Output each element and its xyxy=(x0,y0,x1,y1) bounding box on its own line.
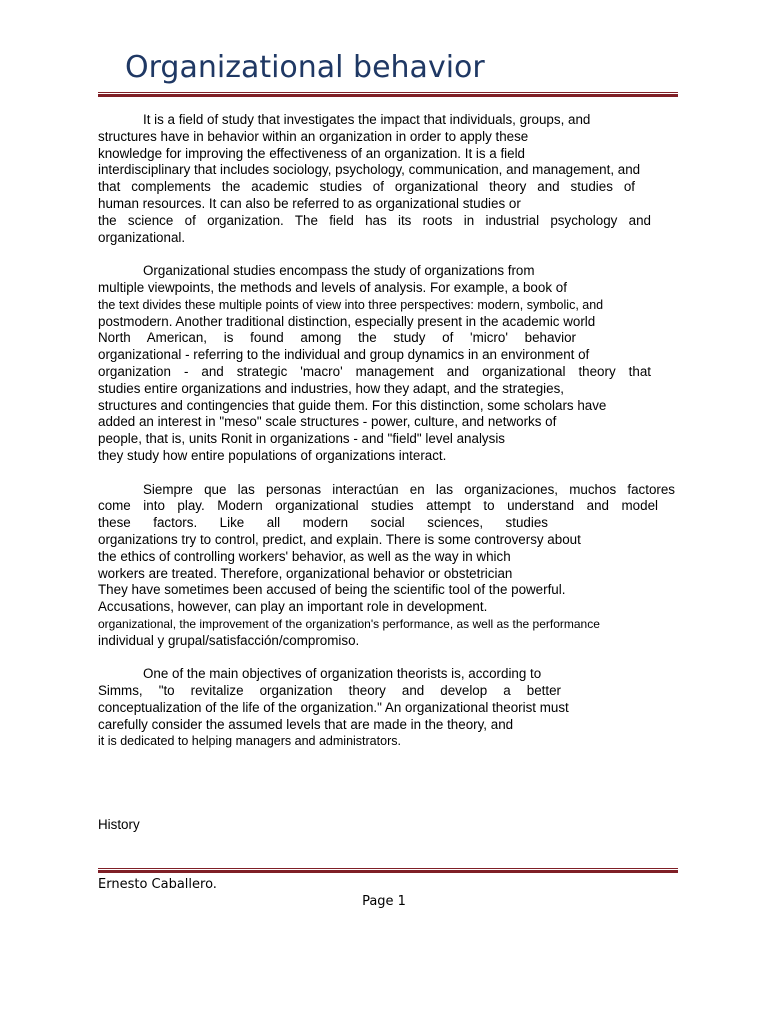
text-line: Accusations, however, can play an important role in development. xyxy=(98,599,488,615)
section-heading-history: History xyxy=(98,817,140,832)
text-line: postmodern. Another traditional distinction, especially present in the academic world xyxy=(98,313,596,329)
paragraph xyxy=(98,482,708,650)
text-line: organizations try to control, predict, and explain. There is some controversy about xyxy=(98,531,581,547)
text-line: individual y grupal/satisfacción/compromiso. xyxy=(98,632,360,648)
text-line: it is dedicated to helping managers and administrators. xyxy=(98,734,401,749)
text-line: They have sometimes been accused of being the scientific tool of the powerful. xyxy=(98,582,566,598)
document-body xyxy=(98,112,708,750)
text-line: conceptualization of the life of the organization." An organizational theorist must xyxy=(98,699,569,715)
text-line: come into play. Modern organizational studies attempt to understand and model xyxy=(98,498,658,514)
text-line: these factors. Like all modern social sciences, studies xyxy=(98,515,548,531)
paragraph xyxy=(98,666,708,750)
text-line: that complements the academic studies of organizational theory and studies of xyxy=(98,179,635,195)
text-line: structures have in behavior within an organization in order to apply these xyxy=(98,128,529,144)
page-number: Page 1 xyxy=(362,894,406,909)
paragraph xyxy=(98,263,708,465)
text-line: structures and contingencies that guide them. For this distinction, some scholars have xyxy=(98,397,607,413)
text-line: people, that is, units Ronit in organizations - and "field" level analysis xyxy=(98,431,505,447)
text-line: studies entire organizations and industries, how they adapt, and the strategies, xyxy=(98,380,564,396)
footer-author: Ernesto Caballero. xyxy=(98,877,217,892)
text-line: workers are treated. Therefore, organizational behavior or obstetrician xyxy=(98,565,513,581)
text-line: organization - and strategic 'macro' management and organizational theory that xyxy=(98,363,651,379)
text-line: interdisciplinary that includes sociology, psychology, communication, and management, and xyxy=(98,162,641,178)
text-line: organizational, the improvement of the organization's performance, as well as the performance xyxy=(98,616,600,631)
text-line: the text divides these multiple points of view into three perspectives: modern, symbolic, and xyxy=(98,297,604,312)
header-divider xyxy=(98,92,678,97)
text-line: multiple viewpoints, the methods and levels of analysis. For example, a book of xyxy=(98,279,567,295)
text-line: organizational. xyxy=(98,229,186,245)
text-line: Siempre que las personas interactúan en las organizaciones, muchos factores xyxy=(143,481,675,497)
text-line: organizational - referring to the individual and group dynamics in an environment of xyxy=(98,347,590,363)
text-line: It is a field of study that investigates the impact that individuals, groups, and xyxy=(143,112,591,127)
text-line: North American, is found among the study of 'micro' behavior xyxy=(98,330,576,346)
text-line: knowledge for improving the effectiveness of an organization. It is a field xyxy=(98,145,526,161)
text-line: Simms, "to revitalize organization theory and develop a better xyxy=(98,683,561,699)
footer-divider xyxy=(98,868,678,873)
text-line: Organizational studies encompass the study of organizations from xyxy=(143,263,535,279)
text-line: human resources. It can also be referred to as organizational studies or xyxy=(98,195,521,211)
text-line: One of the main objectives of organization theorists is, according to xyxy=(143,666,542,682)
paragraph xyxy=(98,112,708,246)
text-line: the ethics of controlling workers' behavior, as well as the way in which xyxy=(98,548,511,564)
text-line: they study how entire populations of organizations interact. xyxy=(98,447,447,463)
text-line: the science of organization. The field has its roots in industrial psychology and xyxy=(98,212,651,228)
text-line: added an interest in "meso" scale structures - power, culture, and networks of xyxy=(98,414,557,430)
text-line: carefully consider the assumed levels that are made in the theory, and xyxy=(98,716,514,732)
document-title: Organizational behavior xyxy=(125,50,485,85)
